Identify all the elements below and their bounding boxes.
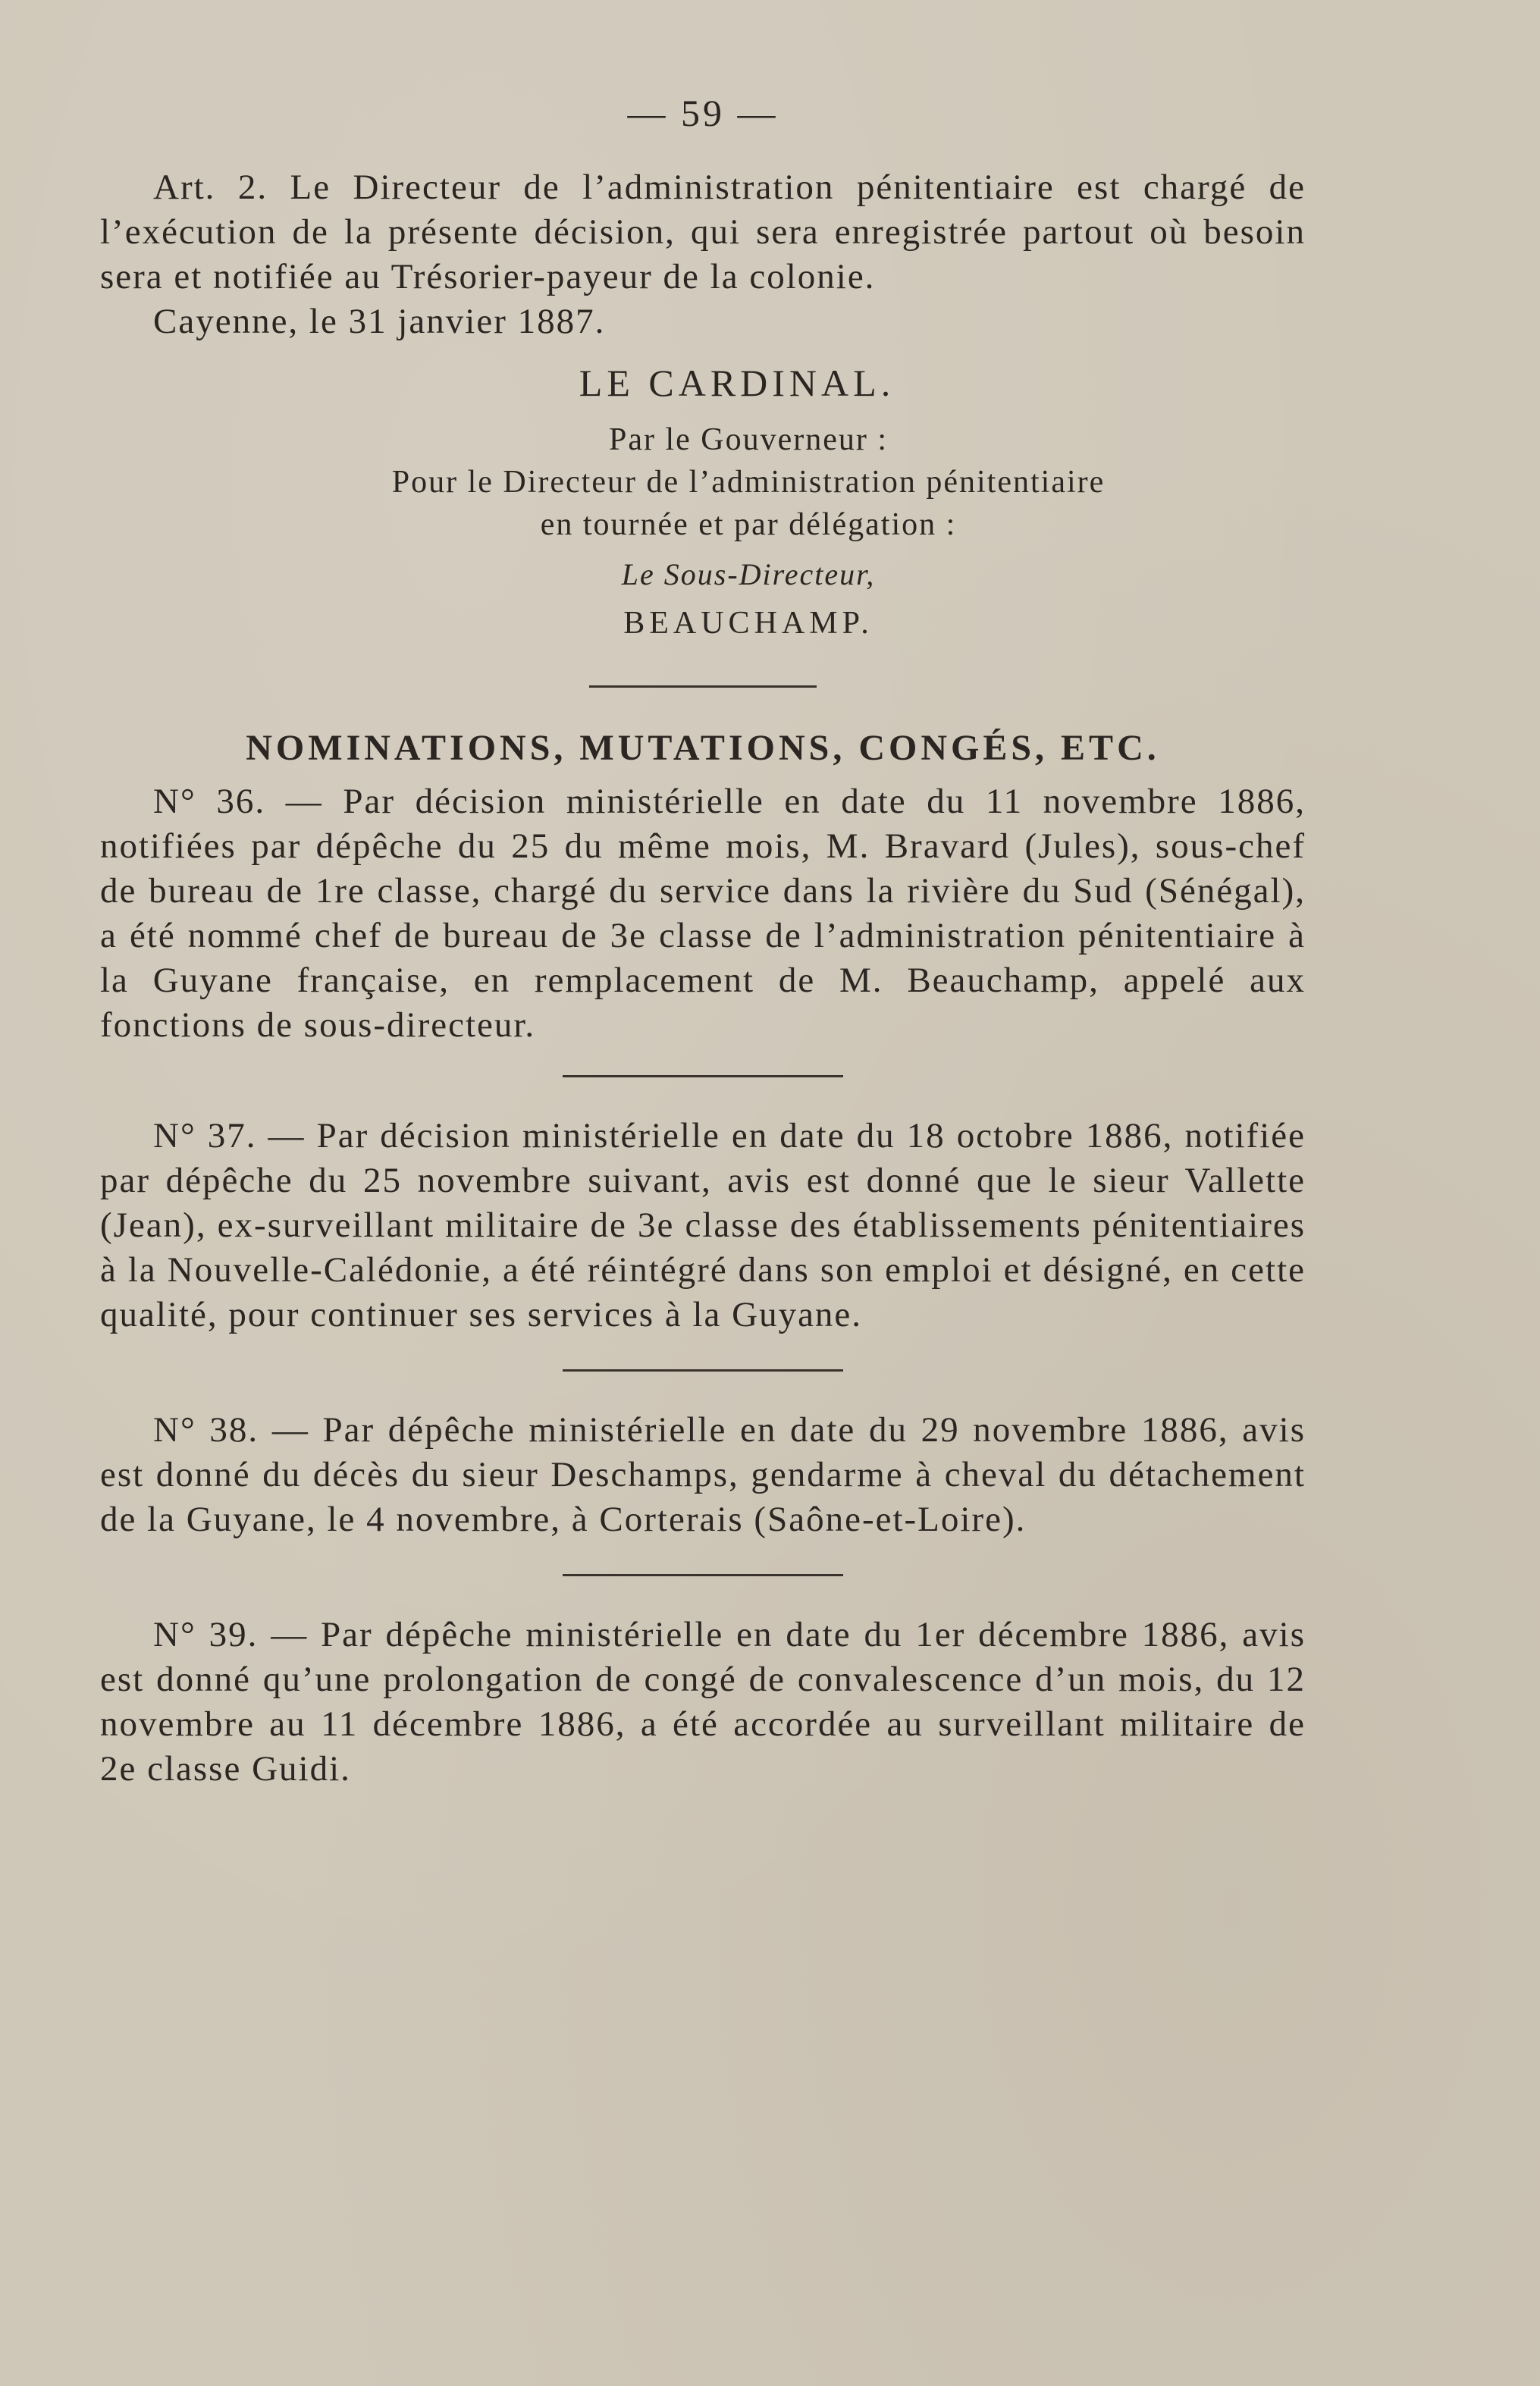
section-heading: NOMINATIONS, MUTATIONS, CONGÉS, ETC. — [246, 728, 1160, 768]
entry-paragraph: N° 39. — Par dépêche ministérielle en date du 1er décembre 1886, avis est donné qu’une prolongation de congé de convalescence d’un mois, du 12 novembre au 11 décembre 1886, a été accordée au surveillant militaire de 2e classe Guidi. — [100, 1615, 1306, 1789]
entry-paragraph: N° 38. — Par dépêche ministérielle en date du 29 novembre 1886, avis est donné du décès du sieur Deschamps, gendarme à cheval du détachement de la Guyane, le 4 novembre, à Corterais (Saône-et-Loire). — [100, 1410, 1306, 1539]
divider-rule — [563, 1574, 843, 1576]
signature-name: LE CARDINAL. — [579, 362, 895, 404]
divider-rule — [563, 1369, 843, 1372]
entry-paragraph: N° 37. — Par décision ministérielle en date du 18 octobre 1886, notifiée par dépêche du 25 novembre suivant, avis est donné que le sieur Vallette (Jean), ex-surveillant militaire de 3e classe des établissements pénitentiaires à la Nouvelle-Calédonie, a été réintégré dans son emploi et désigné, en cette qualité, pour continuer ses services à la Guyane. — [100, 1116, 1306, 1334]
article-paragraph: Art. 2. Le Directeur de l’administration pénitentiaire est chargé de l’exécution de la présente décision, qui sera enregistrée partout où besoin sera et notifiée au Trésorier-payeur de la colonie. — [100, 168, 1306, 296]
date-line: Cayenne, le 31 janvier 1887. — [153, 302, 606, 341]
document-page — [100, 91, 1306, 1792]
signature-line-2: Pour le Directeur de l’administration pénitentiaire — [391, 465, 1106, 500]
signature-line-5: BEAUCHAMP. — [623, 606, 874, 641]
divider-rule — [563, 1075, 843, 1077]
page-number: — 59 — — [627, 92, 779, 134]
signature-line-1: Par le Gouverneur : — [608, 422, 889, 457]
entry-paragraph: N° 36. — Par décision ministérielle en date du 11 novembre 1886, notifiées par dépêche du 25 du même mois, M. Bravard (Jules), sous-chef de bureau de 1re classe, chargé du service dans la rivière du Sud (Sénégal), a été nommé chef de bureau de 3e classe de l’administration pénitentiaire à la Guyane française, en remplacement de M. Beauchamp, appelé aux fonctions de sous-directeur. — [100, 782, 1306, 1045]
signature-block — [100, 361, 1306, 644]
signature-line-3: en tournée et par délégation : — [540, 507, 957, 542]
signature-line-4: Le Sous-Directeur, — [621, 557, 876, 591]
divider-rule — [589, 685, 817, 688]
